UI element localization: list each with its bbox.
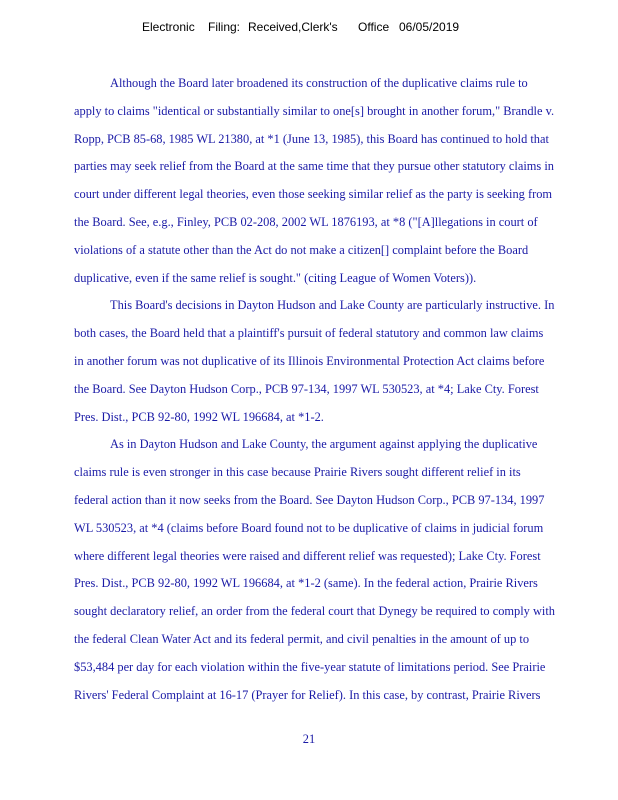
text-line: violations of a statute other than the Act do not make a citizen[] complaint before the Board (74, 242, 529, 257)
paragraph-2 (74, 292, 594, 431)
header-filing: Filing: (208, 20, 241, 34)
text-line: in another forum was not duplicative of its Illinois Environmental Protection Act claims before (74, 353, 545, 368)
text-line: both cases, the Board held that a plaintiff's pursuit of federal statutory and common law claims (74, 326, 544, 341)
text-line: As in Dayton Hudson and Lake County, the argument against applying the duplicative (110, 437, 538, 452)
text-line: apply to claims "identical or substantially similar to one[s] brought in another forum," Brandle v. (74, 103, 555, 118)
text-line: Pres. Dist., PCB 92-80, 1992 WL 196684, at *1-2. (74, 409, 324, 424)
paragraph-1 (74, 70, 594, 292)
text-line: $53,484 per day for each violation within the five-year statute of limitations period. See Prairie (74, 659, 546, 674)
header-office: Office (358, 20, 390, 34)
text-line: the Board. See, e.g., Finley, PCB 02-208, 2002 WL 1876193, at *8 ("[A]llegations in court of (74, 214, 538, 229)
text-line: Although the Board later broadened its construction of the duplicative claims rule to (110, 76, 528, 90)
text-line: sought declaratory relief, an order from the federal court that Dynegy be required to comply with (74, 604, 555, 619)
page-number: 21 (302, 732, 316, 746)
text-line: This Board's decisions in Dayton Hudson and Lake County are particularly instructive. In (110, 298, 555, 313)
header-electronic: Electronic (142, 20, 195, 34)
text-line: parties may seek relief from the Board at the same time that they pursue other statutory claims in (74, 159, 554, 174)
document-body (74, 70, 594, 709)
text-line: claims rule is even stronger in this case because Prairie Rivers sought different relief in its (74, 465, 521, 480)
text-line: Ropp, PCB 85-68, 1985 WL 21380, at *1 (June 13, 1985), this Board has continued to hold that (74, 131, 549, 146)
paragraph-3 (74, 431, 594, 709)
text-line: the federal Clean Water Act and its federal permit, and civil penalties in the amount of up to (74, 631, 530, 646)
text-line: Rivers' Federal Complaint at 16-17 (Prayer for Relief). In this case, by contrast, Prairie Rivers (74, 687, 541, 702)
header-date: 06/05/2019 (399, 20, 460, 34)
header-received: Received,Clerk's (248, 20, 338, 34)
text-line: duplicative, even if the same relief is sought." (citing League of Women Voters)). (74, 270, 477, 285)
text-line: where different legal theories were raised and different relief was requested); Lake Cty. Forest (74, 548, 541, 563)
text-line: Pres. Dist., PCB 92-80, 1992 WL 196684, at *1-2 (same). In the federal action, Prairie Rivers (74, 576, 538, 591)
text-line: federal action than it now seeks from the Board. See Dayton Hudson Corp., PCB 97-134, 1997 (74, 492, 545, 507)
text-line: court under different legal theories, even those seeking similar relief as the party is seeking from (74, 187, 553, 202)
text-line: the Board. See Dayton Hudson Corp., PCB 97-134, 1997 WL 530523, at *4; Lake Cty. Forest (74, 381, 539, 396)
text-line: WL 530523, at *4 (claims before Board found not to be duplicative of claims in judicial forum (74, 520, 544, 535)
